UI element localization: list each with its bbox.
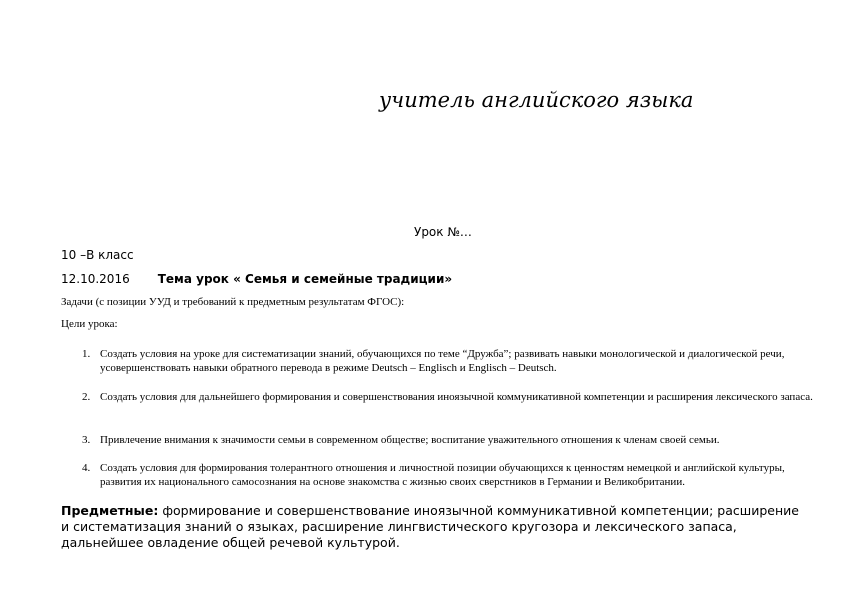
subject-label: Предметные:: [61, 503, 159, 518]
tasks-line: Задачи (с позиции УУД и требований к предметным результатам ФГОС):: [61, 296, 405, 308]
goal-number: 1.: [82, 348, 91, 360]
goal-number: 4.: [82, 462, 91, 474]
goal-text: Создать условия для формирования толерантного отношения и личностной позиции обучающихся к ценностям немецкой и английской культуры, развития их национального самосознания на основе знакомства с жизнью своих сверстников в Германии и Великобритании.: [100, 462, 785, 488]
goal-number: 2.: [82, 391, 91, 403]
teacher-title: учитель английского языка: [379, 88, 694, 112]
lesson-topic: Тема урок « Семья и семейные традиции»: [157, 272, 453, 286]
subject-text: формирование и совершенствование иноязычной коммуникативной компетенции; расширение и систематизация знаний о языках, расширение лингвистического кругозора и лексического запаса, дальнейшее овладение общей речевой культурой.: [61, 503, 799, 550]
goal-text: Привлечение внимания к значимости семьи в современном обществе; воспитание уважительного отношения к членам своей семьи.: [100, 434, 720, 446]
goal-number: 3.: [82, 434, 91, 446]
class-line: 10 –В класс: [61, 248, 134, 262]
lesson-number: Урок №…: [414, 225, 472, 239]
subject-results: [61, 503, 801, 551]
date-topic-line: [61, 272, 452, 286]
goals-label: Цели урока:: [61, 318, 118, 330]
lesson-date: 12.10.2016: [61, 272, 130, 286]
goal-text: Создать условия для дальнейшего формирования и совершенствования иноязычной коммуникативной компетенции и расширения лексического запаса.: [100, 391, 813, 403]
goal-text: Создать условия на уроке для систематизации знаний, обучающихся по теме “Дружба”; развивать навыки монологической и диалогической речи, усовершенствовать навыки обратного перевода в режиме Deutsch – Englisch и Englisch – Deutsch.: [100, 348, 785, 374]
